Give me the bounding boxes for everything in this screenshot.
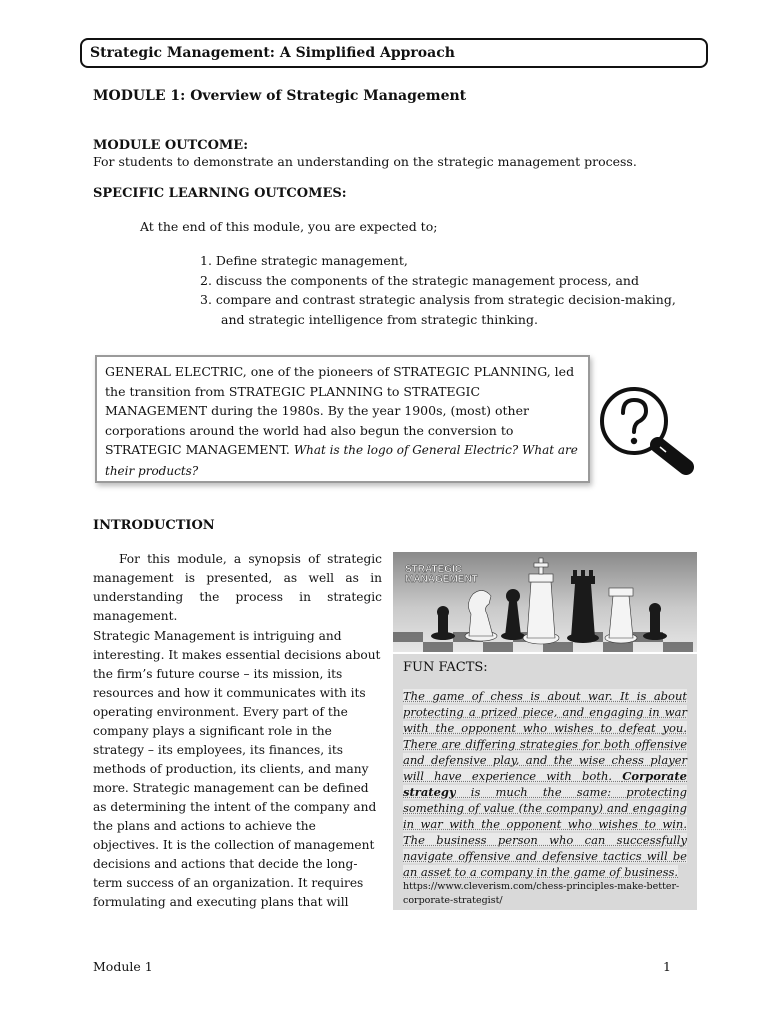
list-item: 3. compare and contrast strategic analysis from strategic decision-making,	[200, 292, 676, 307]
ge-callout-question: What is the logo of General Electric? What are their products?	[105, 443, 578, 478]
page-number: 1	[663, 959, 671, 974]
fun-facts-bold-term: Corporate strategy	[403, 769, 687, 799]
chess-pieces-image	[393, 552, 697, 652]
fun-facts-text	[403, 688, 687, 880]
fun-facts-source-link[interactable]: https://www.cleverism.com/chess-principles-make-better-corporate-strategist/	[403, 881, 680, 906]
ge-callout-text	[105, 362, 585, 481]
introduction-heading: INTRODUCTION	[93, 518, 215, 533]
learning-outcomes-list	[200, 251, 676, 329]
fun-facts-text-part-1: The game of chess is about war. It is about protecting a prized piece, and engaging in war with the opponent who wishes to defeat you. There are differing strategies for both offensive and defensive play, and the wise chess player will have experience with both.	[403, 689, 687, 783]
footer-module-label: Module 1	[93, 959, 153, 974]
introduction-paragraph-2: Strategic Management is intriguing and interesting. It makes essential decisions about the firm’s future course – its mission, its resources and how it communicates with its operating environment. Every part of the company plays a significant role in the strategy – its employees, its finances, its methods of production, its clients, and many more. Strategic management can be defined as determining the intent of the company and the plans and actions to achieve the objectives. It is the collection of management decisions and actions that decide the long-term success of an organization. It requires formulating and executing plans that will	[93, 629, 381, 909]
module-outcome-text: For students to demonstrate an understanding on the strategic management process.	[93, 154, 637, 169]
list-item-continuation: and strategic intelligence from strategic thinking.	[221, 311, 538, 327]
module-outcome-heading: MODULE OUTCOME:	[93, 138, 249, 153]
fun-facts-heading: FUN FACTS:	[403, 660, 488, 675]
question-magnifier-icon	[596, 385, 706, 477]
learning-outcomes-heading: SPECIFIC LEARNING OUTCOMES:	[93, 186, 347, 201]
fun-facts-text-part-2: is much the same: protecting something of value (the company) and engaging in war with the opponent who wishes to win. The business person who can successfully navigate offensive and defensive tactics will be an asset to a company in the game of business.	[403, 785, 687, 879]
document-title: Strategic Management: A Simplified Approach	[90, 45, 455, 61]
introduction-paragraph-1-text: For this module, a synopsis of strategic management is presented, as well as in understanding the process in strategic management.	[93, 552, 382, 623]
module-title: MODULE 1: Overview of Strategic Management	[93, 88, 467, 104]
chess-image-label-2: MANAGEMENT	[405, 574, 478, 585]
introduction-paragraph-1	[93, 550, 382, 626]
ge-callout-body: GENERAL ELECTRIC, one of the pioneers of STRATEGIC PLANNING, led the transition from STRATEGIC PLANNING to STRATEGIC MANAGEMENT during the 1980s. By the year 1900s, (most) other corporations around the world had also begun the conversion to STRATEGIC MANAGEMENT.	[105, 364, 575, 457]
learning-outcomes-intro: At the end of this module, you are expected to;	[140, 219, 438, 234]
list-item: 2. discuss the components of the strategic management process, and	[200, 272, 639, 288]
chess-image-label-1: STRATEGIC	[405, 564, 463, 575]
list-item: 1. Define strategic management,	[200, 253, 408, 268]
